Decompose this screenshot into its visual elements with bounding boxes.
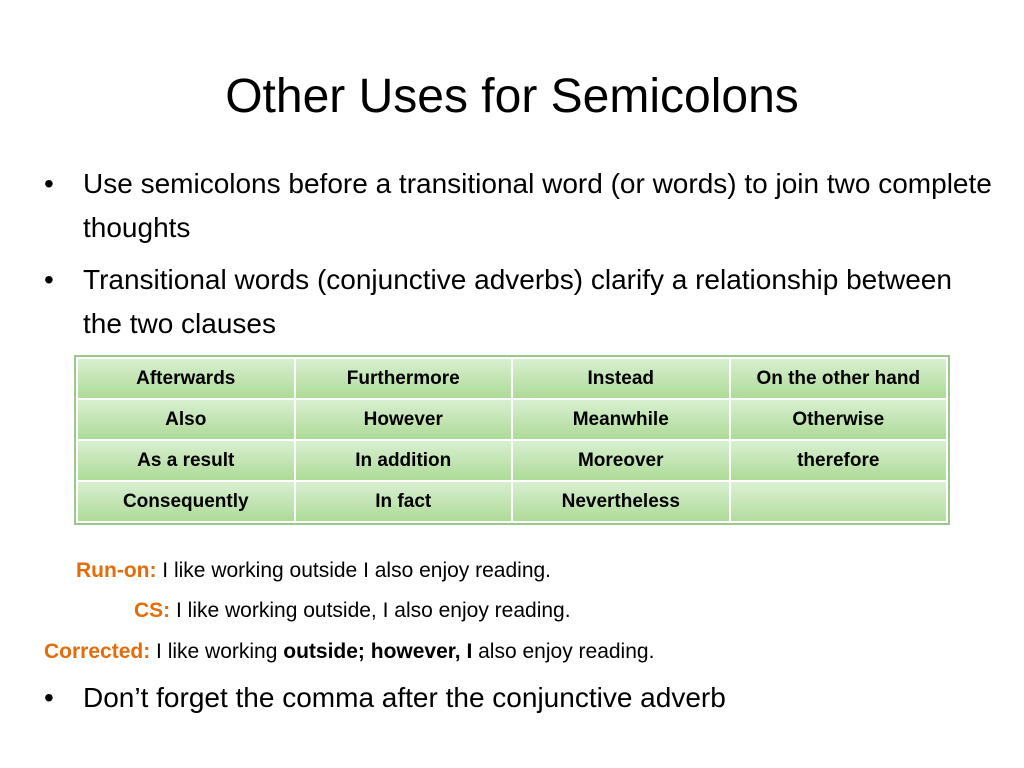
cs-label: CS:: [134, 599, 171, 622]
table-row: [77, 440, 947, 481]
corrected-text-bold: outside; however, I: [283, 640, 473, 663]
cs-text: I like working outside, I also enjoy reading.: [170, 599, 571, 622]
table-cell: Afterwards: [77, 358, 295, 399]
table-cell: Nevertheless: [512, 481, 730, 522]
transitional-words-table: [76, 357, 948, 523]
bullet-text: Transitional words (conjunctive adverbs) clarify a relationship between the two clauses: [83, 264, 952, 339]
corrected-text-pre: I like working: [150, 640, 284, 663]
corrected-example: [44, 637, 654, 667]
table-cell: In addition: [295, 440, 513, 481]
table-cell: Meanwhile: [512, 399, 730, 440]
table-cell: As a result: [77, 440, 295, 481]
table-row: [77, 358, 947, 399]
runon-label: Run-on:: [76, 559, 157, 582]
slide-title: Other Uses for Semicolons: [225, 70, 799, 123]
table-cell: Also: [77, 399, 295, 440]
bullet-item: [44, 162, 994, 250]
bullet-item: [44, 258, 994, 346]
table-cell: therefore: [730, 440, 948, 481]
table-cell: In fact: [295, 481, 513, 522]
table-cell: Consequently: [77, 481, 295, 522]
runon-text: I like working outside I also enjoy reading.: [156, 559, 552, 582]
table-cell: On the other hand: [730, 358, 948, 399]
bullet-text: Don’t forget the comma after the conjunctive adverb: [83, 682, 726, 713]
corrected-label: Corrected:: [44, 640, 151, 663]
bullet-text: Use semicolons before a transitional word (or words) to join two complete thoughts: [83, 168, 992, 243]
table-row: [77, 481, 947, 522]
bullet-item: [44, 676, 994, 720]
bullet-icon: •: [44, 264, 54, 295]
bullet-icon: •: [44, 168, 54, 199]
cs-example: [134, 596, 571, 626]
table-cell-empty: [730, 481, 948, 522]
table-cell: Furthermore: [295, 358, 513, 399]
corrected-text-post: also enjoy reading.: [472, 640, 655, 663]
table-cell: Otherwise: [730, 399, 948, 440]
runon-example: [76, 556, 551, 586]
bullet-icon: •: [44, 682, 54, 713]
table-cell: However: [295, 399, 513, 440]
table-cell: Moreover: [512, 440, 730, 481]
table-row: [77, 399, 947, 440]
table-cell: Instead: [512, 358, 730, 399]
